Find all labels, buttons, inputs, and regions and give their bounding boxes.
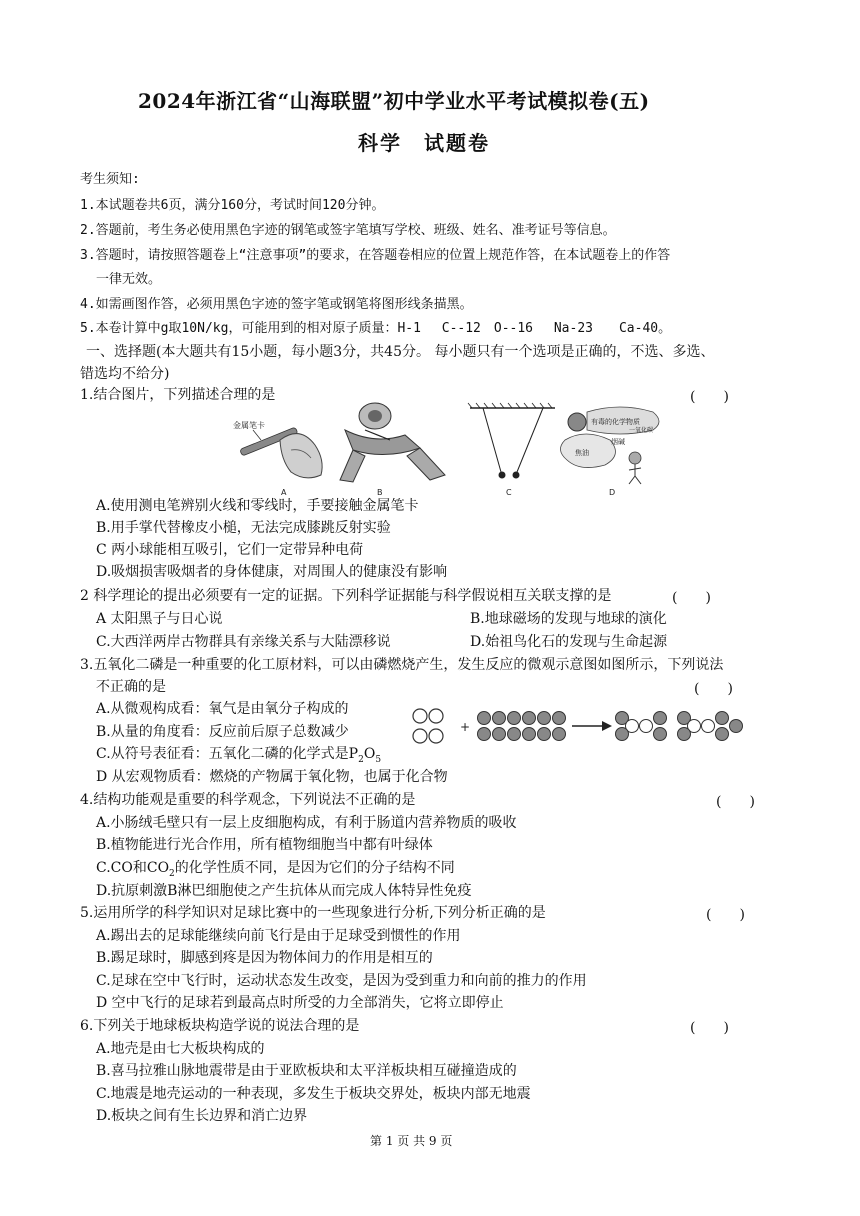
q3-formula-o: O: [363, 746, 376, 762]
exam-subtitle: 科学 试题卷: [358, 131, 490, 155]
q1-option-d: D.吸烟损害吸烟者的身体健康，对周围人的健康没有影响: [96, 564, 448, 580]
q1-fig-c-label: C: [506, 488, 512, 497]
notice-item-5: 5.本卷计算中g取10N/kg，可能用到的相对原子质量：H-1 C--12 O--16 Na-23 Ca-40。: [80, 321, 672, 336]
q3-formula-sub-5: 5: [375, 754, 382, 765]
q5-stem: 5.运用所学的科学知识对足球比赛中的一些现象进行分析,下列分析正确的是: [80, 905, 546, 921]
notice-item-2: 2.答题前，考生务必使用黑色字迹的钢笔或签字笔填写学校、班级、姓名、准考证号等信息。: [80, 223, 616, 238]
q1-fig-a-test-pen: [233, 420, 322, 497]
q2-answer-paren: ( ): [672, 590, 711, 606]
q1-stem: 1.结合图片，下列描述合理的是: [80, 387, 276, 403]
q3-phosphorus-atoms: [478, 712, 566, 741]
q1-fig-d-text3: 烟碱: [611, 438, 625, 446]
notice-heading: 考生须知:: [80, 172, 140, 187]
q2-option-c: C.大西洋两岸古物群具有亲缘关系与大陆漂移说: [96, 634, 391, 650]
q1-option-b: B.用手掌代替橡皮小槌，无法完成膝跳反射实验: [96, 520, 391, 536]
q3-option-b: B.从量的角度看：反应前后原子总数减少: [96, 724, 349, 740]
q6-option-c: C.地震是地壳运动的一种表现，多发生于板块交界处，板块内部无地震: [96, 1086, 531, 1102]
q3-option-a: A.从微观构成看：氧气是由氧分子构成的: [96, 701, 349, 717]
q6-option-a: A.地壳是由七大板块构成的: [96, 1041, 265, 1057]
q3-option-d: D 从宏观物质看：燃烧的产物属于氧化物，也属于化合物: [96, 769, 448, 785]
exam-title: 2024年浙江省“山海联盟”初中学业水平考试模拟卷(五): [138, 89, 650, 113]
q3-oxygen-molecules: [413, 709, 443, 743]
q2-stem: 2 科学理论的提出必须要有一定的证据。下列科学证据能与科学假说相互关联支撑的是: [80, 588, 612, 604]
q3-formula-sub-2: 2: [358, 754, 364, 765]
q6-option-d: D.板块之间有生长边界和消亡边界: [96, 1108, 308, 1124]
q1-fig-b-label: B: [377, 488, 383, 497]
q4-option-c-rest: 的化学性质不同，是因为它们的分子结构不同: [174, 860, 455, 876]
q3-product-molecule-1: [616, 712, 667, 741]
q4-option-a: A.小肠绒毛壁只有一层上皮细胞构成，有利于肠道内营养物质的吸收: [96, 815, 517, 831]
q1-fig-d-text1: 有毒的化学物质: [591, 418, 640, 426]
q1-answer-paren: ( ): [690, 389, 729, 405]
q4-option-d: D.抗原刺激B淋巴细胞使之产生抗体从而完成人体特异性免疫: [96, 883, 472, 899]
q3-plus-sign: +: [460, 720, 471, 734]
q1-option-c: C 两小球能相互吸引，它们一定带异种电荷: [96, 542, 364, 558]
q5-option-b: B.踢足球时，脚感到疼是因为物体间力的作用是相互的: [96, 950, 433, 966]
q3-reaction-arrow: [572, 721, 612, 731]
q4-option-c-text: C.CO和CO: [96, 860, 170, 876]
q1-fig-a-label: A: [281, 488, 287, 497]
q3-option-c-text: C.从符号表征看：五氧化二磷的化学式是P: [96, 746, 359, 762]
q4-option-c: [96, 859, 455, 883]
notice-item-1: 1.本试题卷共6页，满分160分，考试时间120分钟。: [80, 198, 385, 213]
q4-option-b: B.植物能进行光合作用，所有植物细胞当中都有叶绿体: [96, 837, 433, 853]
q6-answer-paren: ( ): [690, 1020, 729, 1036]
q4-answer-paren: ( ): [716, 794, 755, 810]
q1-option-a: A.使用测电笔辨别火线和零线时，手要接触金属笔卡: [96, 498, 419, 514]
q3-product-molecule-2: [678, 712, 743, 741]
q3-reaction-diagram: [410, 704, 750, 750]
section-heading-cont: 错选均不给分): [80, 366, 170, 382]
q5-option-c: C.足球在空中飞行时，运动状态发生改变，是因为受到重力和向前的推力的作用: [96, 973, 587, 989]
q2-option-b: B.地球磁场的发现与地球的演化: [470, 611, 667, 627]
q1-fig-d-text4: 一氧化碳: [629, 427, 654, 434]
q1-fig-c-hanging-balls: [468, 403, 555, 497]
notice-item-3-cont: 一律无效。: [96, 272, 162, 287]
q1-fig-d-text2: 焦油: [575, 449, 589, 457]
q3-stem-cont: 不正确的是: [96, 679, 166, 695]
q3-option-c: [96, 745, 381, 769]
q4-co2-sub: 2: [169, 868, 175, 879]
q5-answer-paren: ( ): [706, 907, 745, 923]
page-footer: 第 1 页 共 9 页: [370, 1134, 453, 1148]
q1-figure: [225, 400, 685, 500]
q6-stem: 6.下列关于地球板块构造学说的说法合理的是: [80, 1018, 360, 1034]
q2-option-d: D.始祖鸟化石的发现与生命起源: [470, 634, 668, 650]
q1-fig-a-pen-label: 金属笔卡: [233, 421, 265, 430]
q1-fig-b-knee-reflex: [340, 403, 445, 497]
q1-fig-d-label: D: [609, 488, 616, 497]
q4-stem: 4.结构功能观是重要的科学观念，下列说法不正确的是: [80, 792, 416, 808]
q6-option-b: B.喜马拉雅山脉地震带是由于亚欧板块和太平洋板块相互碰撞造成的: [96, 1063, 517, 1079]
q2-option-a: A 太阳黑子与日心说: [96, 611, 223, 627]
section-heading: 一、选择题(本大题共有15小题，每小题3分，共45分。 每小题只有一个选项是正确的，不选、多选、: [86, 344, 715, 360]
notice-item-4: 4.如需画图作答，必须用黑色字迹的签字笔或钢笔将图形线条描黑。: [80, 297, 473, 312]
q5-option-a: A.踢出去的足球能继续向前飞行是由于足球受到惯性的作用: [96, 928, 461, 944]
q3-stem: 3.五氧化二磷是一种重要的化工原材料，可以由磷燃烧产生，发生反应的微观示意图如图所示，下列说法: [80, 657, 724, 673]
notice-item-3: 3.答题时，请按照答题卷上“注意事项”的要求，在答题卷相应的位置上规范作答，在本试题卷上的作答: [80, 248, 671, 263]
q3-answer-paren: ( ): [694, 681, 733, 697]
q5-option-d: D 空中飞行的足球若到最高点时所受的力全部消失，它将立即停止: [96, 995, 504, 1011]
q1-fig-d-smoking: [560, 407, 659, 497]
